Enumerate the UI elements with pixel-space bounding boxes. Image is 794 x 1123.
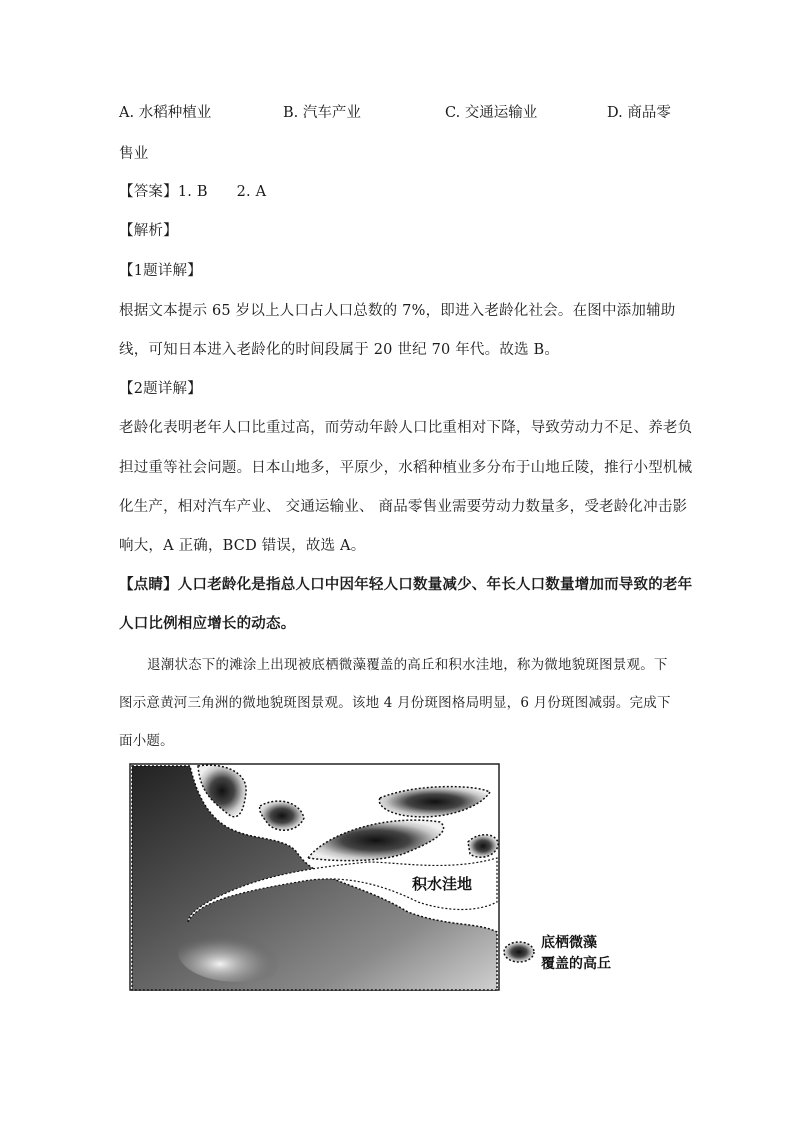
q1-line-2: 线，可知日本进入老龄化的时间段属于 20 世纪 70 年代。故选 B。 <box>119 342 560 358</box>
answer-tag: 【答案】 <box>119 184 178 200</box>
q1-heading: 【1题详解】 <box>119 263 202 279</box>
option-b: B. 汽车产业 <box>283 105 361 121</box>
micro-landform-figure <box>128 762 638 994</box>
answer-text: 1. B 2. A <box>177 184 267 200</box>
tip-line-1: 【点睛】人口老龄化是指总人口中因年轻人口数量减少、年长人口数量增加而导致的老年 <box>119 577 693 593</box>
option-d-continued: 售业 <box>119 146 149 162</box>
analysis-tag: 【解析】 <box>119 223 178 239</box>
q2-line-4: 响大，A 正确，BCD 错误，故选 A。 <box>119 538 366 554</box>
legend-line-2: 覆盖的高丘 <box>541 956 611 972</box>
q2-line-1: 老龄化表明老年人口比重过高，而劳动年龄人口比重相对下降，导致劳动力不足、养老负 <box>119 420 693 436</box>
q1-line-1: 根据文本提示 65 岁以上人口占人口总数的 7%，即进入老龄化社会。在图中添加辅助 <box>119 303 676 319</box>
option-d: D. 商品零 <box>607 105 671 121</box>
intro-line-3: 面小题。 <box>119 733 174 749</box>
option-c: C. 交通运输业 <box>445 105 538 121</box>
intro-line-2: 图示意黄河三角洲的微地貌斑图景观。该地 4 月份斑图格局明显，6 月份斑图减弱。完成下 <box>119 695 671 711</box>
intro-line-1: 退潮状态下的滩涂上出现被底栖微藻覆盖的高丘和积水洼地，称为微地貌斑图景观。下 <box>147 657 668 673</box>
q2-line-2: 担过重等社会问题。日本山地多，平原少，水稻种植业多分布于山地丘陵，推行小型机械 <box>119 460 693 476</box>
legend-line-1: 底栖微藻 <box>541 935 597 951</box>
q2-line-3: 化生产，相对汽车产业、 交通运输业、 商品零售业需要劳动力数量多，受老龄化冲击影 <box>119 499 688 515</box>
tip-line-2: 人口比例相应增长的动态。 <box>119 616 296 632</box>
option-a: A. 水稻种植业 <box>119 105 212 121</box>
water-depression-label: 积水洼地 <box>412 875 473 893</box>
q2-heading: 【2题详解】 <box>119 381 202 397</box>
answer-line <box>119 180 266 201</box>
legend-icon <box>504 942 534 962</box>
